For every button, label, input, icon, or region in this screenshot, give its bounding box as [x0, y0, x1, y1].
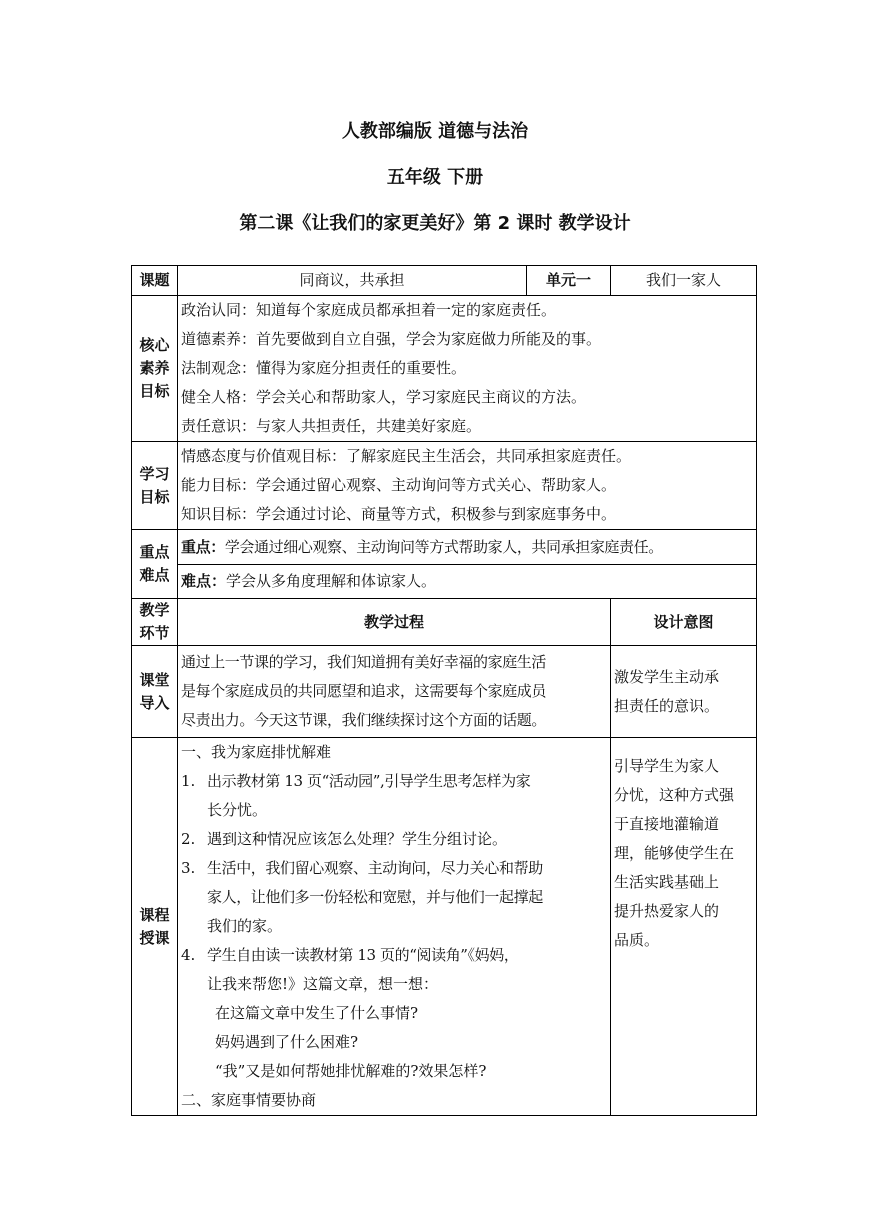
- intro-intent: 激发学生主动承 担责任的意识。: [611, 646, 757, 738]
- unit-value: 我们一家人: [611, 266, 757, 296]
- core-goal-item: 责任意识：与家人共担责任，共建美好家庭。: [181, 417, 482, 435]
- row-topic: [132, 266, 757, 296]
- doc-title-lesson: 第二课《让我们的家更美好》第 2 课时 教学设计: [239, 213, 631, 234]
- key-point: 重点：学会通过细心观察、主动询问等方式帮助家人，共同承担家庭责任。: [178, 530, 757, 565]
- study-goal-item: 情感态度与价值观目标：了解家庭民主生活会，共同承担家庭责任。: [181, 447, 632, 465]
- row-stage-header: [132, 599, 757, 646]
- section-heading: 二、家庭事情要协商: [181, 1091, 317, 1109]
- unit-label: 单元一: [527, 266, 611, 296]
- lesson-label: 课程 授课: [132, 738, 178, 1116]
- lesson-content: [178, 738, 611, 1116]
- study-goals-content: [178, 442, 757, 530]
- core-goals-label: 核心 素养 目标: [132, 296, 178, 442]
- list-item: 2. 遇到这种情况应该怎么处理？学生分组讨论。: [181, 830, 508, 848]
- row-study-goals: [132, 442, 757, 530]
- intro-label: 课堂 导入: [132, 646, 178, 738]
- lesson-intent: 引导学生为家人 分忧，这种方式强 于直接地灌输道 理，能够使学生在 生活实践基础上 提升热爱家人的 品质。: [611, 738, 757, 1116]
- intro-content: 通过上一节课的学习，我们知道拥有美好幸福的家庭生活 是每个家庭成员的共同愿望和追求，这需要每个家庭成员 尽责出力。今天这节课，我们继续探讨这个方面的话题。: [178, 646, 611, 738]
- list-item: 3. 生活中，我们留心观察、主动询问，尽力关心和帮助: [181, 859, 543, 877]
- list-item: 1. 出示教材第 13 页“活动园”,引导学生思考怎样为家: [181, 772, 531, 790]
- row-core-goals: [132, 296, 757, 442]
- question: 在这篇文章中发生了什么事情?: [215, 1004, 419, 1022]
- row-intro: [132, 646, 757, 738]
- doc-title-grade: 五年级 下册: [386, 167, 484, 188]
- keypoints-label: 重点 难点: [132, 530, 178, 599]
- core-goal-item: 法制观念：懂得为家庭分担责任的重要性。: [181, 359, 467, 377]
- study-goal-item: 能力目标：学会通过留心观察、主动询问等方式关心、帮助家人。: [181, 476, 617, 494]
- row-difficult-point: [132, 565, 757, 599]
- list-item: 4. 学生自由读一读教材第 13 页的“阅读角”《妈妈，: [181, 946, 519, 964]
- core-goal-item: 政治认同：知道每个家庭成员都承担着一定的家庭责任。: [181, 301, 557, 319]
- difficult-point: 难点：学会从多角度理解和体谅家人。: [178, 565, 757, 599]
- core-goal-item: 健全人格：学会关心和帮助家人，学习家庭民主商议的方法。: [181, 388, 587, 406]
- study-goal-item: 知识目标：学会通过讨论、商量等方式，积极参与到家庭事务中。: [181, 505, 617, 523]
- doc-title-publisher: 人教部编版 道德与法治: [341, 121, 529, 142]
- study-goals-label: 学习 目标: [132, 442, 178, 530]
- core-goals-content: [178, 296, 757, 442]
- topic-value: 同商议，共承担: [178, 266, 527, 296]
- topic-label: 课题: [132, 266, 178, 296]
- core-goal-item: 道德素养：首先要做到自立自强，学会为家庭做力所能及的事。: [181, 330, 602, 348]
- row-lesson: [132, 738, 757, 1116]
- process-header: 教学过程: [178, 599, 611, 646]
- lesson-list: 1. 出示教材第 13 页“活动园”,引导学生思考怎样为家 长分忧。 2. 遇到这种情况应该怎么处理？学生分组讨论。 3. 生活中，我们留心观察、主动询问，尽力关心和帮助 家人，让他们多一份轻松和宽慰，并与他们一起撑起 我们的家。 4. 学生自由读一读教材第 13 页的“阅读角”《妈妈， 让我来帮您!》这篇文章，想一想：: [181, 767, 607, 999]
- stage-label: 教学 环节: [132, 599, 178, 646]
- intent-header: 设计意图: [611, 599, 757, 646]
- question: 妈妈遇到了什么困难?: [215, 1033, 359, 1051]
- row-key-point: [132, 530, 757, 565]
- section-heading: 一、我为家庭排忧解难: [181, 743, 332, 761]
- question: “我”又是如何帮她排忧解难的?效果怎样?: [215, 1062, 487, 1080]
- lesson-plan-table: [131, 265, 757, 1116]
